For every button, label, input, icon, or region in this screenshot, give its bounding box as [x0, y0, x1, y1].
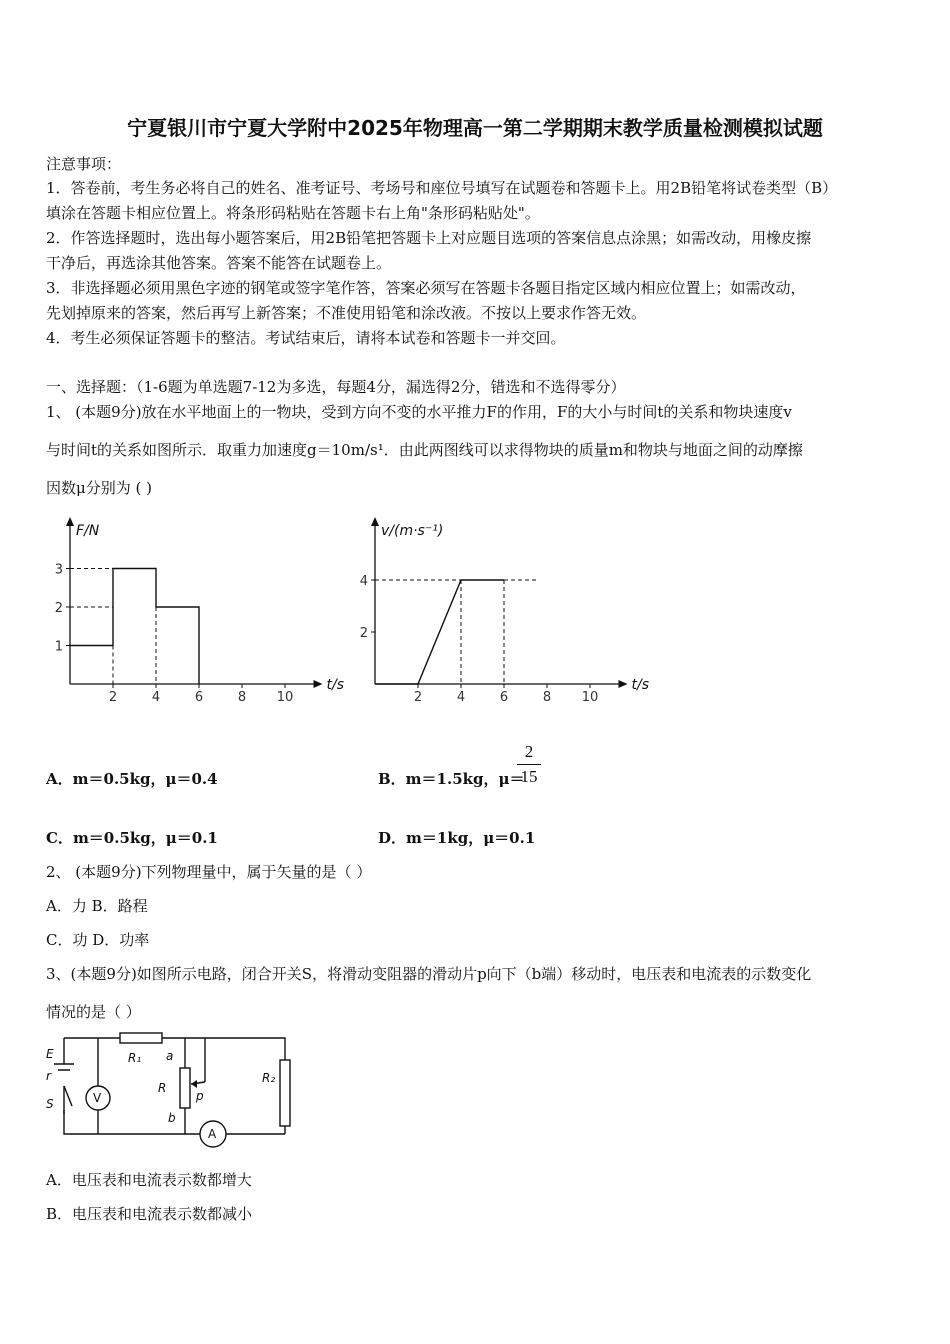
fraction-denominator: 15: [520, 767, 538, 786]
y-tick-label: 1: [54, 639, 63, 655]
y-axis-arrow: [371, 517, 379, 526]
series-line: [375, 580, 504, 684]
y-tick-label: 3: [54, 562, 63, 578]
label-r2: R₂: [262, 1071, 276, 1085]
x-axis-label: t/s: [326, 677, 344, 693]
y-axis-label: v/(m·s⁻¹): [381, 523, 444, 539]
force-time-chart: [40, 515, 344, 710]
q1-option-a: A．m＝0.5kg，μ＝0.4: [46, 770, 218, 788]
circuit-diagram: [40, 1030, 290, 1150]
resistor-r2-icon: [280, 1060, 290, 1126]
q3-stem-line: 3、(本题9分)如图所示电路，闭合开关S，将滑动变阻器的滑动片p向下（b端）移动时，电压表和电流表的示数变化: [46, 965, 812, 983]
q3-option-b: B．电压表和电流表示数都减小: [46, 1205, 253, 1223]
q3-stem-line: 情况的是（ ）: [46, 1003, 141, 1021]
q1-stem-line: 与时间t的关系如图所示．取重力加速度g＝10m/s¹．由此两图线可以求得物块的质量m和物块与地面之间的动摩擦: [46, 441, 803, 459]
x-tick-label: 8: [237, 690, 247, 705]
label-v: V: [93, 1091, 102, 1105]
q1-option-b-fraction: [517, 742, 541, 787]
label-rheostat: R: [158, 1081, 167, 1095]
x-axis-arrow: [314, 680, 323, 688]
q1-option-c: C．m＝0.5kg，μ＝0.1: [46, 829, 218, 847]
switch-icon: [64, 1086, 72, 1114]
notice-line: 填涂在答题卡相应位置上。将条形码粘贴在答题卡右上角"条形码粘贴处"。: [46, 204, 540, 222]
page-title: 宁夏银川市宁夏大学附中2025年物理高一第二学期期末教学质量检测模拟试题: [127, 116, 823, 140]
x-axis-label: t/s: [631, 677, 649, 693]
x-tick-label: 4: [151, 690, 161, 705]
battery-icon: [54, 1064, 74, 1070]
velocity-time-chart: [345, 515, 649, 710]
y-tick-label: 2: [359, 626, 368, 641]
resistor-r1-icon: [120, 1033, 162, 1043]
notice-line: 干净后，再选涂其他答案。答案不能答在试题卷上。: [46, 254, 392, 272]
q1-stem-line: 1、 (本题9分)放在水平地面上的一物块，受到方向不变的水平推力F的作用，F的大小与时间t的关系和物块速度v: [46, 403, 792, 421]
notice-line: 1．答卷前，考生务必将自己的姓名、准考证号、考场号和座位号填写在试题卷和答题卡上。用2B铅笔将试卷类型（B）: [46, 179, 838, 197]
x-tick-label: 4: [456, 690, 466, 705]
y-tick-label: 4: [359, 574, 368, 589]
label-a: a: [166, 1049, 174, 1063]
label-e: E: [46, 1047, 54, 1061]
notice-heading: 注意事项：: [46, 155, 122, 173]
notice-line: 2．作答选择题时，选出每小题答案后，用2B铅笔把答题卡上对应题目选项的答案信息点涂黑；如需改动，用橡皮擦: [46, 229, 812, 247]
velocity-time-plot: [360, 517, 649, 705]
x-tick-label: 10: [276, 690, 294, 705]
label-r1: R₁: [128, 1051, 142, 1065]
x-tick-label: 2: [413, 690, 423, 705]
x-tick-label: 2: [108, 690, 118, 705]
x-tick-label: 6: [194, 690, 204, 705]
y-axis-label: F/N: [76, 523, 100, 539]
q1-option-d: D．m＝1kg，μ＝0.1: [378, 829, 536, 847]
q2-options-row: C．功 D．功率: [46, 931, 150, 949]
label-r: r: [46, 1069, 51, 1083]
series-line: [70, 569, 199, 685]
x-tick-label: 6: [499, 690, 509, 705]
x-tick-label: 10: [581, 690, 599, 705]
q1-stem-line: 因数μ分别为 ( ): [46, 479, 152, 497]
x-tick-label: 8: [542, 690, 552, 705]
notice-line: 先划掉原来的答案，然后再写上新答案；不准使用铅笔和涂改液。不按以上要求作答无效。: [46, 304, 647, 322]
rheostat-icon: [180, 1068, 190, 1108]
notice-line: 4．考生必须保证答题卡的整洁。考试结束后，请将本试卷和答题卡一并交回。: [46, 329, 566, 347]
label-b: b: [168, 1111, 176, 1125]
y-tick-label: 2: [54, 601, 63, 616]
q2-stem: 2、 (本题9分)下列物理量中，属于矢量的是（ ）: [46, 863, 372, 881]
label-s: S: [46, 1097, 54, 1111]
x-axis-arrow: [619, 680, 628, 688]
label-a-meter: A: [208, 1127, 217, 1141]
section-heading: 一、选择题：（1-6题为单选题7-12为多选，每题4分，漏选得2分，错选和不选得零分）: [46, 378, 626, 396]
q1-option-b: B．m＝1.5kg，μ＝: [378, 770, 525, 788]
force-time-plot: [55, 517, 344, 705]
q3-option-a: A．电压表和电流表示数都增大: [46, 1171, 252, 1189]
slider-arrowhead-icon: [191, 1080, 197, 1088]
q2-options-row: A．力 B．路程: [46, 897, 148, 915]
label-p: p: [196, 1089, 204, 1103]
fraction-numerator: 2: [524, 742, 534, 761]
notice-line: 3．非选择题必须用黑色字迹的钢笔或签字笔作答，答案必须写在答题卡各题目指定区域内相应位置上；如需改动，: [46, 279, 806, 297]
fraction-bar: [517, 764, 541, 765]
y-axis-arrow: [66, 517, 74, 526]
